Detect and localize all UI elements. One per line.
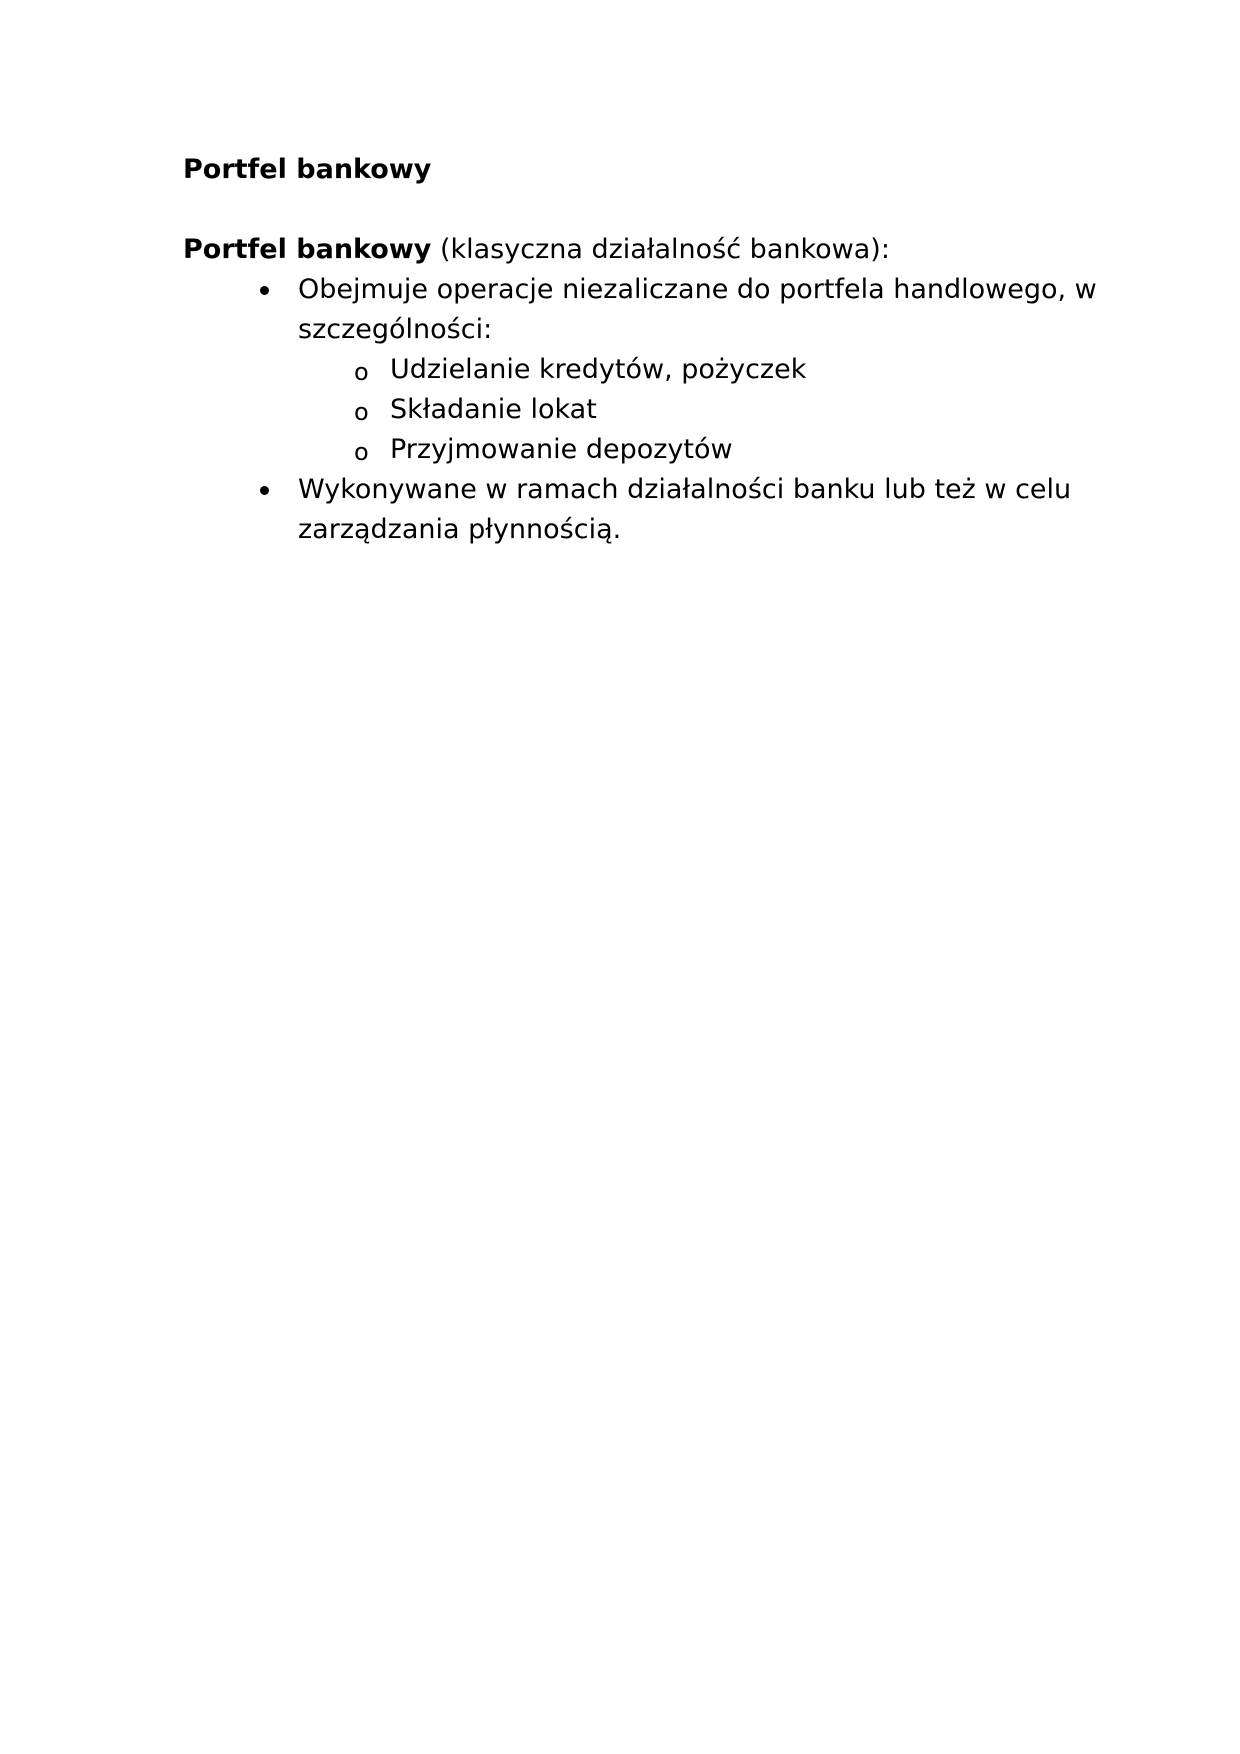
circle-bullet-icon: o — [354, 438, 369, 466]
bullet-dot-icon — [260, 486, 269, 495]
bullet-dot-icon — [260, 286, 269, 295]
bullet-list — [0, 270, 1240, 550]
circle-bullet-icon: o — [354, 398, 369, 426]
bullet-text: Obejmuje operacje niezaliczane do portfela handlowego, w szczególności: — [298, 274, 1097, 345]
sub-list-item — [298, 390, 1118, 430]
sub-list-item — [298, 350, 1118, 390]
bullet-text: Wykonywane w ramach działalności banku lub też w celu zarządzania płynnością. — [298, 474, 1072, 545]
sub-list-item — [298, 430, 1118, 470]
circle-bullet-icon: o — [354, 358, 369, 386]
intro-bold-term: Portfel bankowy — [183, 234, 432, 265]
document-title: Portfel bankowy — [183, 154, 432, 185]
sub-item-text: Udzielanie kredytów, pożyczek — [390, 354, 807, 385]
sub-item-text: Przyjmowanie depozytów — [390, 434, 733, 465]
sub-list — [298, 350, 1118, 470]
bullet-item — [0, 270, 1118, 470]
sub-item-text: Składanie lokat — [390, 394, 597, 425]
intro-line — [183, 230, 890, 270]
bullet-item — [0, 470, 1118, 550]
intro-description: (klasyczna działalność bankowa): — [431, 234, 890, 265]
